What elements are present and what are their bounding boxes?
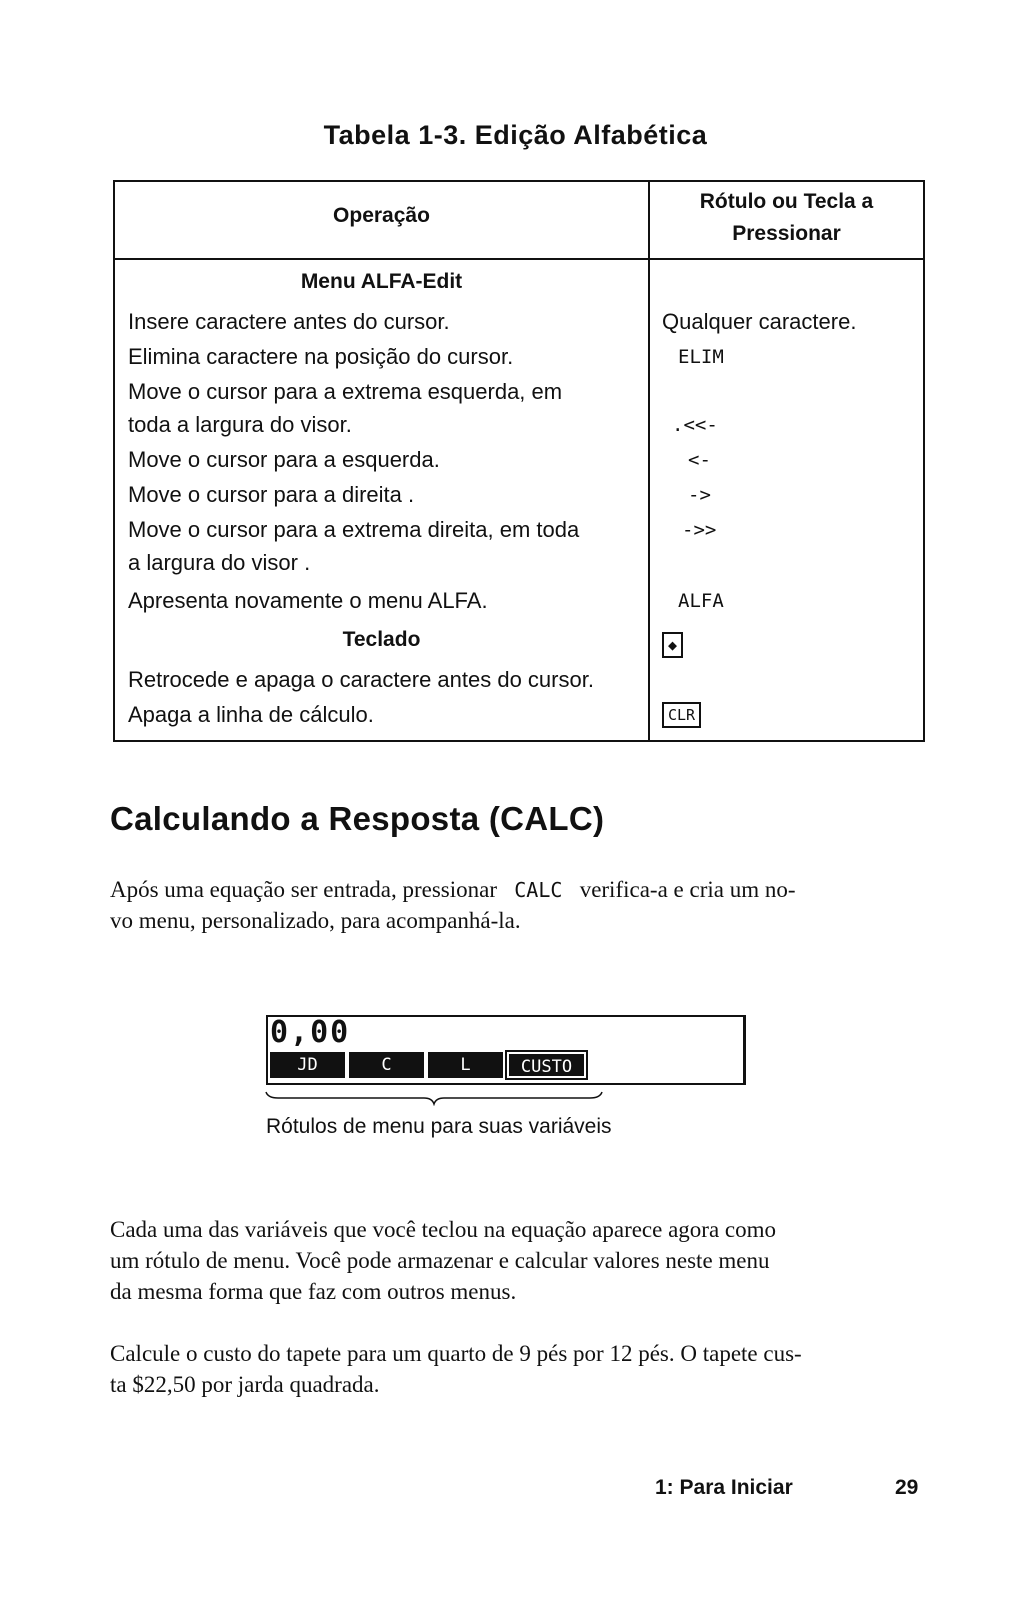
- table-title: Tabela 1-3. Edição Alfabética: [323, 120, 708, 150]
- key-far-left: .<<-: [672, 414, 718, 436]
- clr-key-label: CLR: [662, 702, 701, 728]
- paragraph1-line2: um rótulo de menu. Você pode armazenar e calcular valores neste menu: [110, 1248, 770, 1273]
- menu-label-l: L: [428, 1052, 503, 1078]
- table-column-divider: [648, 180, 650, 742]
- intro-text-after: verifica-a e cria um no-: [579, 877, 796, 902]
- key-left: <-: [688, 449, 711, 471]
- menu-label-custo: CUSTO: [507, 1052, 586, 1078]
- op-far-left-line2: toda a largura do visor.: [128, 412, 352, 437]
- footer-page-number: 29: [895, 1476, 919, 1499]
- calc-key-label: CALC: [514, 878, 563, 902]
- paragraph2-line2: ta $22,50 por jarda quadrada.: [110, 1372, 380, 1397]
- key-far-right: ->>: [682, 519, 717, 541]
- display-caption: Rótulos de menu para suas variáveis: [266, 1115, 612, 1138]
- table-header-divider: [113, 258, 925, 260]
- section-heading: Calculando a Resposta (CALC): [110, 800, 605, 837]
- intro-line2: vo menu, personalizado, para acompanhá-la.: [110, 908, 521, 933]
- key-insert: Qualquer caractere.: [662, 309, 857, 334]
- op-insert: Insere caractere antes do cursor.: [128, 309, 450, 334]
- menu-label-jd: JD: [270, 1052, 345, 1078]
- menu-labels-bracket: [264, 1090, 604, 1106]
- key-right: ->: [688, 484, 711, 506]
- clr-key: [662, 702, 701, 728]
- header-key-line2: Pressionar: [732, 222, 841, 245]
- section-label-menu: Menu ALFA-Edit: [300, 270, 463, 293]
- backspace-key: [662, 632, 683, 658]
- header-operation: Operação: [333, 204, 430, 227]
- intro-line1: [110, 874, 930, 906]
- paragraph2-line1: Calcule o custo do tapete para um quarto de 9 pés por 12 pés. O tapete cus-: [110, 1341, 802, 1366]
- op-far-right-line2: a largura do visor .: [128, 550, 311, 575]
- op-alfa-menu: Apresenta novamente o menu ALFA.: [128, 588, 488, 613]
- paragraph1-line3: da mesma forma que faz com outros menus.: [110, 1279, 517, 1304]
- op-far-right-line1: Move o cursor para a extrema direita, em toda: [128, 517, 580, 542]
- op-clear: Apaga a linha de cálculo.: [128, 702, 374, 727]
- op-backspace: Retrocede e apaga o caractere antes do cursor.: [128, 667, 594, 692]
- section-label-keyboard: Teclado: [342, 628, 421, 651]
- paragraph1-line1: Cada uma das variáveis que você teclou na equação aparece agora como: [110, 1217, 777, 1242]
- intro-text-before: Após uma equação ser entrada, pressionar: [110, 877, 498, 902]
- display-value: 0,00: [270, 1015, 351, 1050]
- key-delete: ELIM: [678, 346, 724, 368]
- menu-label-c: C: [349, 1052, 424, 1078]
- op-left: Move o cursor para a esquerda.: [128, 447, 440, 472]
- header-key-line1: Rótulo ou Tecla a: [699, 190, 874, 213]
- op-delete: Elimina caractere na posição do cursor.: [128, 344, 514, 369]
- key-alfa-menu: ALFA: [678, 590, 724, 612]
- footer-chapter: 1: Para Iniciar: [655, 1476, 793, 1499]
- op-far-left-line1: Move o cursor para a extrema esquerda, em: [128, 379, 563, 404]
- backspace-key-icon: ◆: [662, 632, 683, 658]
- op-right: Move o cursor para a direita .: [128, 482, 415, 507]
